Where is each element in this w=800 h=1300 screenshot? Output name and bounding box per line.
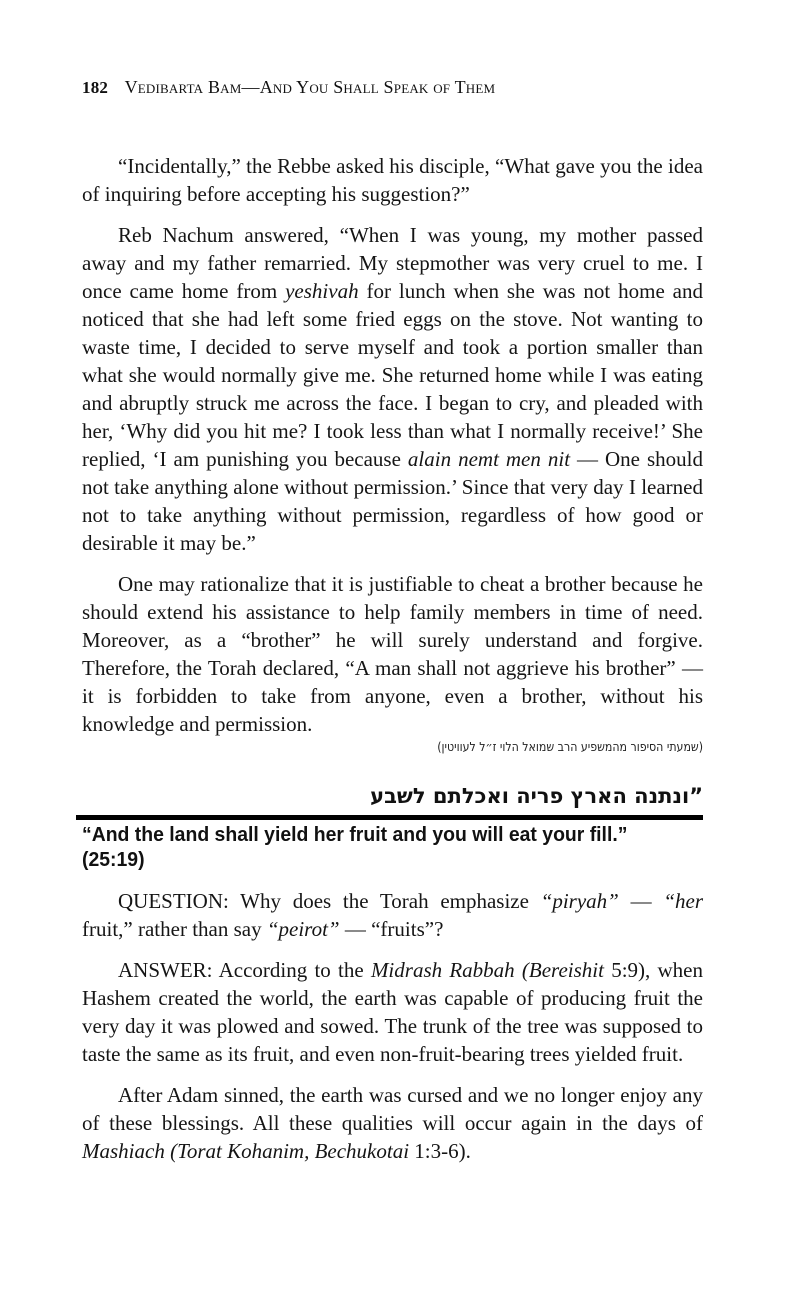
text-run: fruit,” rather than say: [82, 917, 267, 941]
text-run: After Adam sinned, the earth was cursed and we no longer enjoy any of these blessings. All these qualities will occur again in the days of: [82, 1083, 703, 1135]
paragraph: [82, 221, 703, 557]
text-run: for lunch when she was not home and noticed that she had left some fried eggs on the stove. Not wanting to waste time, I decided to serve myself and took a portion smaller than what she would normally give me. She returned home while I was eating and abruptly struck me across the face. I began to cry, and pleaded with her, ‘Why did you hit me? I took less than what I normally receive!’ She replied, ‘I am punishing you because: [82, 279, 704, 471]
text-run: — “fruits”?: [339, 917, 444, 941]
text-run: — One should not take anything alone without permission.’ Since that very day I learned not to take anything without permission, regardless of how good or desirable it may be.”: [82, 447, 703, 555]
text-run: Reb Nachum answered, “When I was young, my mother passed away and my father remarried. My stepmother was very cruel to me. I once came home from: [82, 223, 703, 303]
text-run: —: [618, 889, 664, 913]
italic-term: Midrash Rabbah (Bereishit: [370, 958, 604, 982]
answer-paragraph: [82, 956, 703, 1068]
paragraph: [82, 570, 703, 738]
italic-term: “piryah”: [540, 889, 619, 913]
italic-term: “peirot”: [266, 917, 340, 941]
italic-term: “her: [663, 889, 703, 913]
text-run: QUESTION: Why does the Torah emphasize: [118, 889, 541, 913]
section-rule: [76, 815, 703, 820]
story-section: [82, 152, 703, 756]
text-run: ANSWER: According to the: [118, 958, 371, 982]
text-run: 1:3-6).: [409, 1139, 471, 1163]
question-paragraph: [82, 887, 703, 943]
hebrew-attribution: (שמעתי הסיפור מהמשפיע הרב שמואל הלוי ז״ל לעוויטין): [437, 739, 703, 754]
italic-term: yeshivah: [285, 279, 359, 303]
verse-heading: “And the land shall yield her fruit and you will eat your fill.” (25:19): [82, 824, 628, 871]
paragraph: [82, 1081, 703, 1165]
page-number: 182: [82, 78, 109, 97]
text-run: One may rationalize that it is justifiable to cheat a brother because he should extend his assistance to help family members in time of need. Moreover, as a “brother” he will surely understand and forgive. Therefore, the Torah declared, “A man shall not aggrieve his brother” — it is forbidden to take from anyone, even a brother, without his knowledge and permission.: [82, 572, 703, 736]
running-head: [82, 77, 495, 98]
text-run: “Incidentally,” the Rebbe asked his disciple, “What gave you the idea of inquiring before accepting his suggestion?”: [82, 154, 703, 206]
hebrew-verse-heading: ”ונתנה הארץ פריה ואכלתם לשבע: [370, 784, 703, 808]
question-answer-section: [82, 887, 703, 1165]
text-run: 5:9), when Hashem created the world, the earth was capable of producing fruit the very day it was plowed and sowed. The trunk of the tree was supposed to taste the same as its fruit, and even non-fruit-bearing trees yielded fruit.: [82, 958, 703, 1066]
italic-term: alain nemt men nit: [407, 447, 571, 471]
paragraph: [82, 152, 703, 208]
italic-term: Mashiach (Torat Kohanim, Bechukotai: [82, 1139, 410, 1163]
book-title: Vedibarta Bam—And You Shall Speak of Them: [124, 77, 496, 97]
